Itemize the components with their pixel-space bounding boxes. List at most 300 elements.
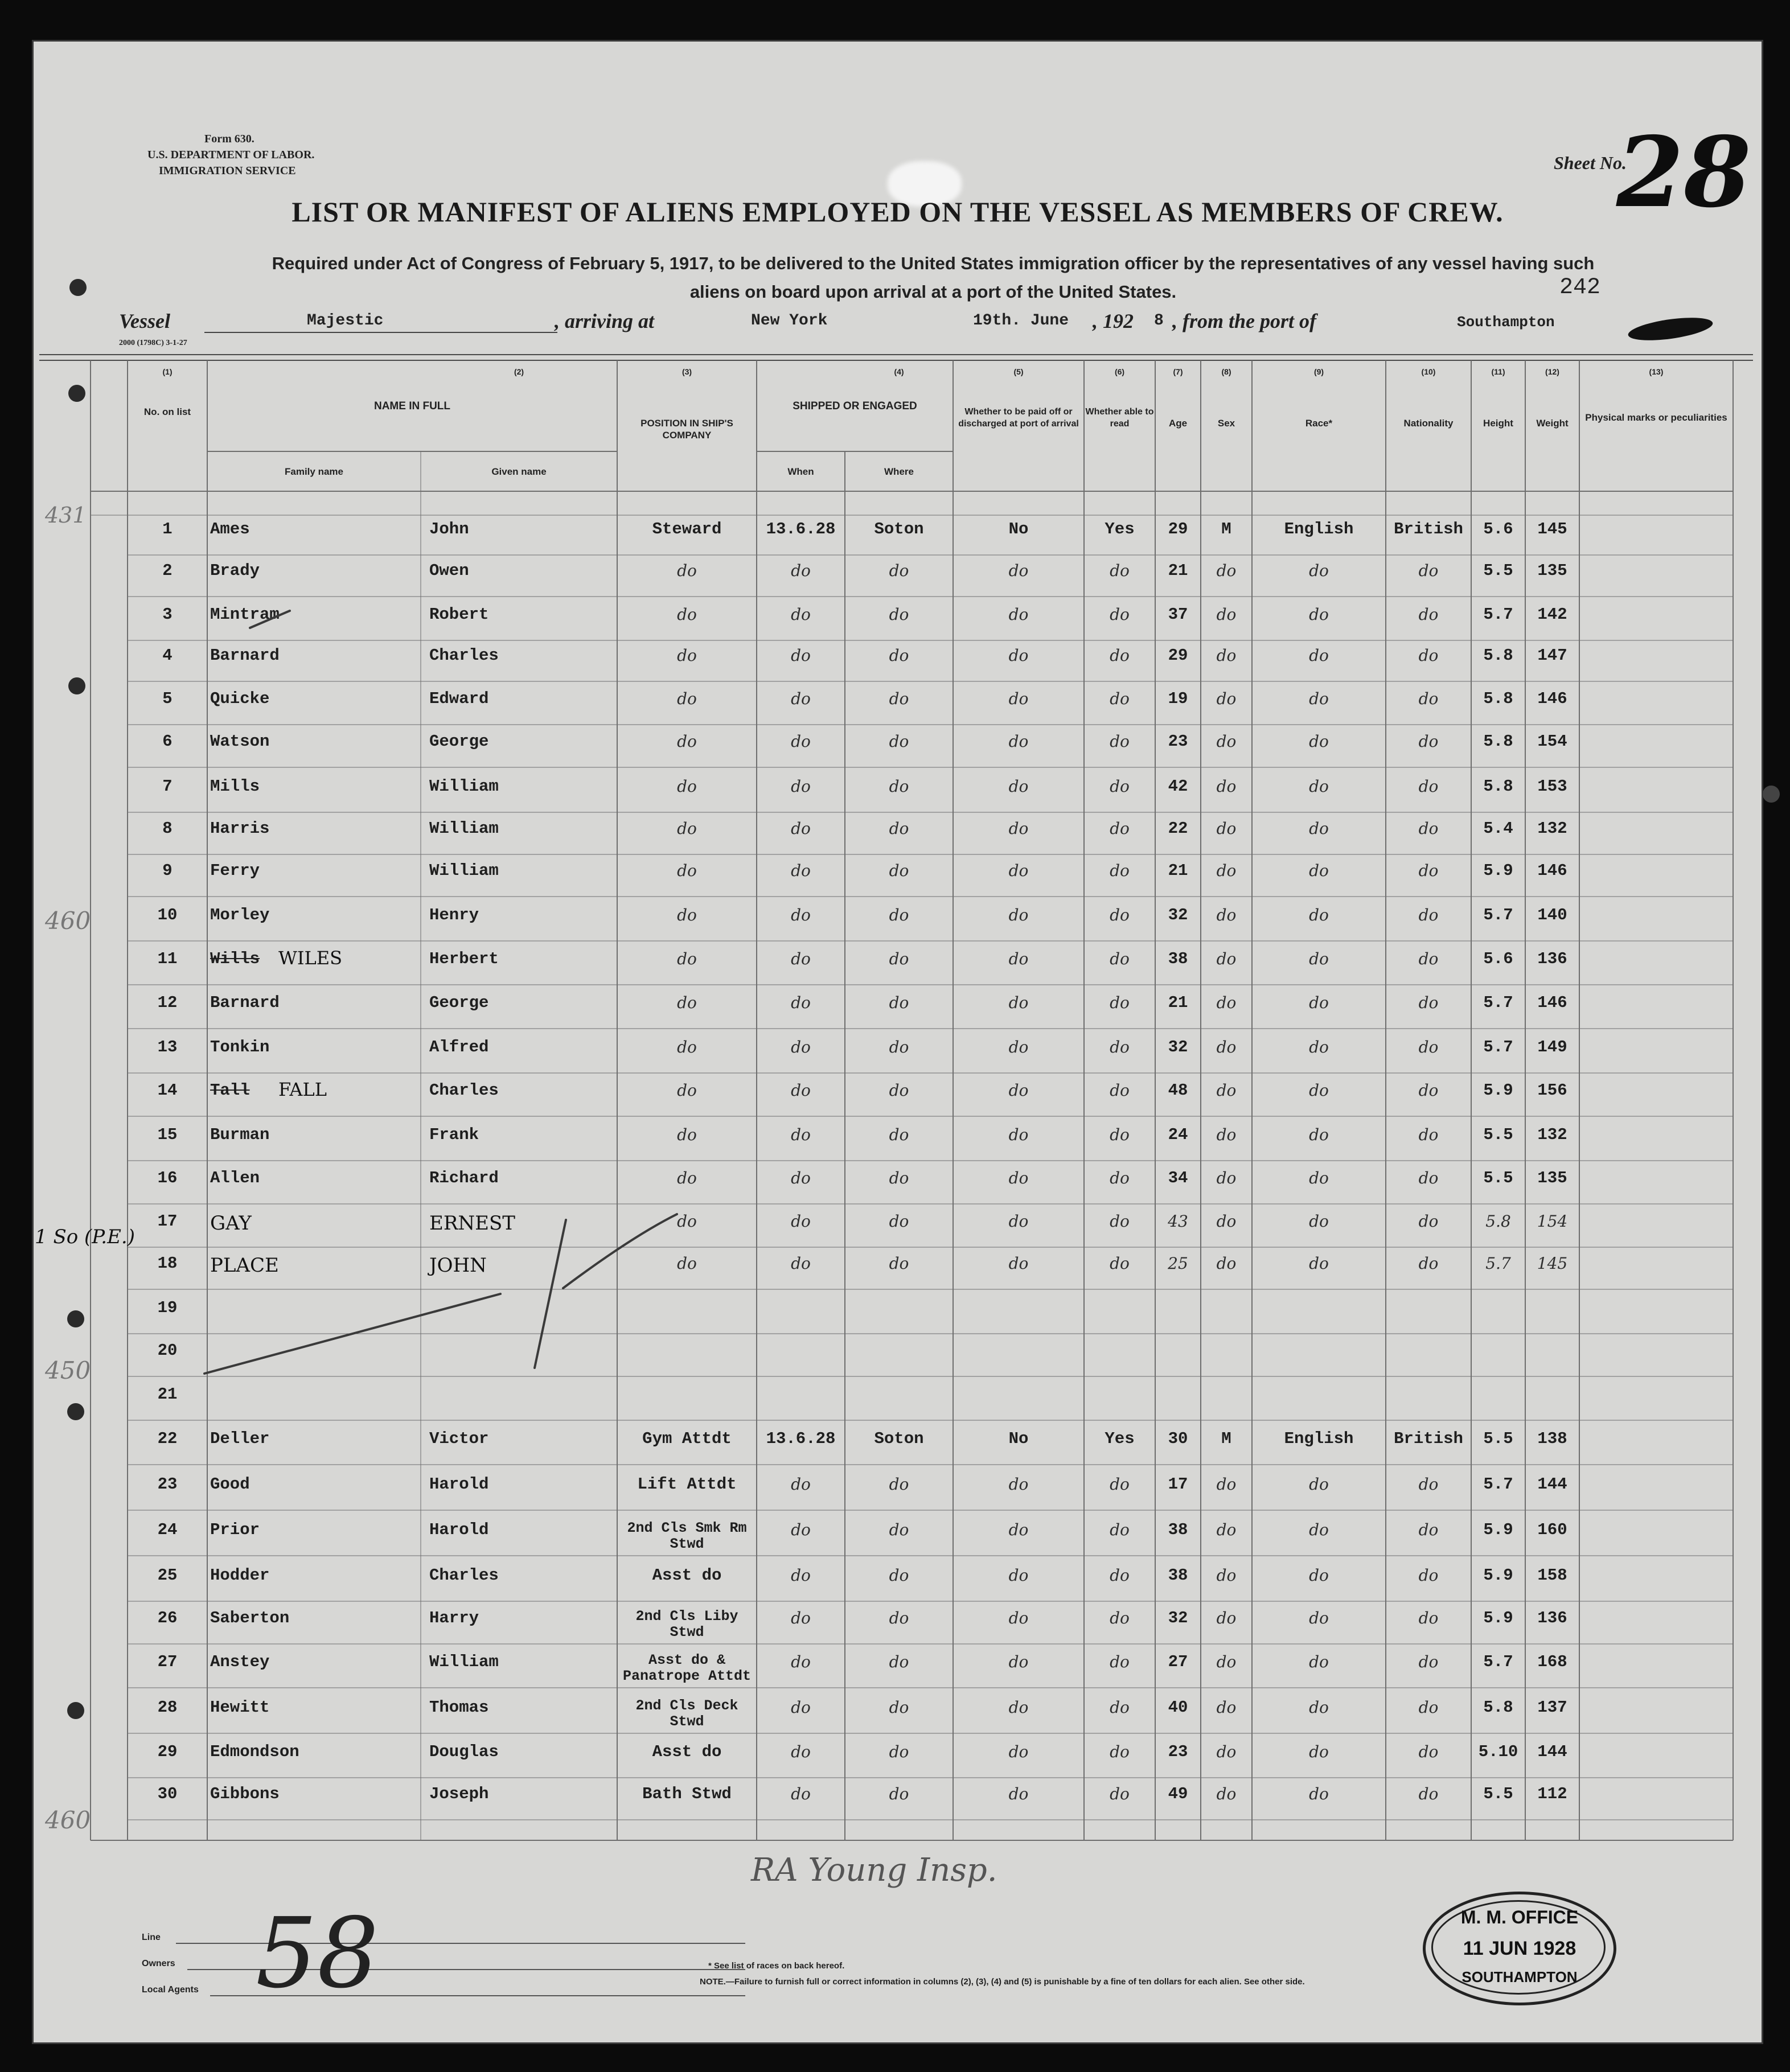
cell-nat: do: [1418, 1475, 1439, 1494]
col-when-header: When: [787, 466, 814, 477]
cell-read: do: [1110, 1125, 1130, 1144]
cell-height: 5.6: [1483, 949, 1513, 968]
column-number: (4): [894, 367, 904, 376]
row-number: 10: [157, 906, 178, 924]
cell-race: do: [1309, 1742, 1329, 1761]
cell-when: do: [791, 1520, 811, 1539]
row-number: 4: [162, 646, 173, 665]
cell-age: 22: [1168, 819, 1188, 838]
cell-where: do: [889, 1081, 909, 1100]
cell-weight: 135: [1537, 1169, 1567, 1187]
cell-sex: do: [1216, 1566, 1237, 1585]
row-number: 30: [157, 1785, 178, 1803]
cell-sex: do: [1216, 1475, 1237, 1494]
col-no-header: No. on list: [143, 406, 191, 417]
given-name: William: [429, 777, 499, 796]
cell-read: do: [1110, 605, 1130, 624]
cell-where: do: [889, 819, 909, 838]
cell-age: 32: [1168, 906, 1188, 924]
given-name: Harold: [429, 1520, 489, 1539]
manifest-sheet: [32, 40, 1763, 2044]
cell-position: do: [677, 1254, 697, 1273]
family-name: Watson: [210, 732, 270, 751]
cell-height: 5.9: [1483, 1609, 1513, 1627]
cell-sex: do: [1216, 1520, 1237, 1539]
cell-where: do: [889, 732, 909, 751]
cell-when: do: [791, 861, 811, 880]
cell-age: 48: [1168, 1081, 1188, 1100]
cell-nat: do: [1418, 1785, 1439, 1803]
requirement-line-1: Required under Act of Congress of February 5, 1917, to be delivered to the United States immigration officer by the representatives of any vessel having such: [272, 253, 1595, 273]
column-number: (11): [1491, 367, 1505, 376]
cell-weight: 138: [1537, 1429, 1567, 1448]
cell-where: do: [889, 1609, 909, 1627]
year-digit: 8: [1154, 312, 1164, 330]
given-name: Charles: [429, 646, 499, 665]
cell-read: do: [1110, 1652, 1130, 1671]
family-name: Good: [210, 1475, 250, 1494]
cell-nat: do: [1418, 646, 1439, 665]
print-code: 2000 (1798C) 3-1-27: [119, 339, 187, 347]
cell-nat: do: [1418, 1212, 1439, 1231]
family-name-struck: Tall: [210, 1081, 250, 1100]
family-name: Prior: [210, 1520, 260, 1539]
cell-read: do: [1110, 646, 1130, 665]
cell-sex: do: [1216, 819, 1237, 838]
cell-age: 38: [1168, 949, 1188, 968]
cell-position: do: [677, 861, 697, 880]
column-number: (6): [1114, 367, 1125, 376]
cell-when: do: [791, 689, 811, 708]
cell-weight: 158: [1537, 1566, 1567, 1585]
cell-nat: do: [1418, 1566, 1439, 1585]
cell-nat: do: [1418, 949, 1439, 968]
row-number: 1: [162, 520, 173, 538]
family-name: Ferry: [210, 861, 260, 880]
cell-read: do: [1110, 1742, 1130, 1761]
cell-position: Asst do: [652, 1742, 722, 1761]
cell-where: Soton: [874, 520, 924, 538]
cell-nat: do: [1418, 1125, 1439, 1144]
row-number: 25: [157, 1566, 178, 1585]
given-name: William: [429, 861, 499, 880]
cell-age: 32: [1168, 1609, 1188, 1627]
cell-sex: do: [1216, 1742, 1237, 1761]
cell-sex: do: [1216, 1698, 1237, 1717]
cell-when: do: [791, 906, 811, 924]
footer-scrawl: 58: [256, 1897, 379, 2010]
cell-where: do: [889, 993, 909, 1012]
cell-race: do: [1309, 949, 1329, 968]
cell-read: do: [1110, 1609, 1130, 1627]
cell-sex: do: [1216, 1609, 1237, 1627]
family-name: Ames: [210, 520, 250, 538]
cell-height: 5.8: [1483, 732, 1513, 751]
given-name: Robert: [429, 605, 489, 624]
form-number: Form 630.: [204, 133, 254, 145]
cell-position: do: [677, 777, 697, 796]
cell-sex: do: [1216, 689, 1237, 708]
cell-height: 5.9: [1483, 861, 1513, 880]
row-number: 19: [157, 1298, 178, 1317]
given-name: Charles: [429, 1566, 499, 1585]
cell-position: do: [677, 561, 697, 580]
row-number: 3: [162, 605, 173, 624]
from-port: Southampton: [1457, 314, 1555, 331]
col-race-header: Race*: [1305, 418, 1333, 429]
cell-height: 5.5: [1483, 561, 1513, 580]
cell-paid: do: [1008, 1609, 1029, 1627]
cell-paid: do: [1008, 861, 1029, 880]
cell-when: do: [791, 1652, 811, 1671]
cell-height: 5.4: [1483, 819, 1513, 838]
row-number: 12: [157, 993, 178, 1012]
cell-sex: M: [1221, 1429, 1231, 1448]
binder-hole: [69, 279, 87, 296]
cell-when: 13.6.28: [766, 520, 836, 538]
cell-age: 21: [1168, 993, 1188, 1012]
cell-race: English: [1284, 520, 1354, 538]
cell-weight: 135: [1537, 561, 1567, 580]
cell-height: 5.5: [1483, 1169, 1513, 1187]
cell-nat: do: [1418, 1652, 1439, 1671]
family-name: Gibbons: [210, 1785, 280, 1803]
binder-hole: [68, 385, 85, 402]
col-name-header: NAME IN FULL: [373, 400, 451, 412]
cell-paid: do: [1008, 819, 1029, 838]
cell-weight: 144: [1537, 1742, 1567, 1761]
row-number: 27: [157, 1652, 178, 1671]
cell-sex: do: [1216, 1169, 1237, 1187]
cell-weight: 132: [1537, 819, 1567, 838]
family-name: Barnard: [210, 646, 280, 665]
cell-race: do: [1309, 1566, 1329, 1585]
cell-position: do: [677, 949, 697, 968]
family-name: Tonkin: [210, 1038, 270, 1056]
cell-sex: do: [1216, 906, 1237, 924]
cell-position: 2nd Cls Smk Rm Stwd: [627, 1520, 747, 1552]
binder-hole: [67, 1310, 84, 1327]
cell-when: do: [791, 819, 811, 838]
margin-note-5: 460: [45, 1806, 91, 1834]
cell-position: do: [677, 1125, 697, 1144]
cell-nat: do: [1418, 1038, 1439, 1056]
cell-sex: M: [1221, 520, 1231, 538]
margin-note-2: 460: [45, 907, 91, 935]
given-name: George: [429, 732, 489, 751]
cell-age: 27: [1168, 1652, 1188, 1671]
cell-race: do: [1309, 1169, 1329, 1187]
cell-position: Gym Attdt: [642, 1429, 732, 1448]
cell-nat: do: [1418, 906, 1439, 924]
col-sex-header: Sex: [1217, 418, 1235, 429]
col-marks-header: Physical marks or peculiarities: [1585, 412, 1727, 423]
cell-height: 5.7: [1483, 993, 1513, 1012]
given-name: William: [429, 819, 499, 838]
cell-age: 37: [1168, 605, 1188, 624]
cell-sex: do: [1216, 993, 1237, 1012]
cell-when: 13.6.28: [766, 1429, 836, 1448]
row-number: 7: [162, 777, 173, 796]
arriving-label: , arriving at: [555, 310, 655, 332]
given-name: Harold: [429, 1475, 489, 1494]
cell-sex: do: [1216, 1652, 1237, 1671]
cell-when: do: [791, 1254, 811, 1273]
cell-weight: 137: [1537, 1698, 1567, 1717]
cell-race: do: [1309, 1254, 1329, 1273]
cell-position: 2nd Cls Liby Stwd: [635, 1608, 738, 1641]
cell-race: do: [1309, 1212, 1329, 1231]
row-number: 5: [162, 689, 173, 708]
cell-weight: 160: [1537, 1520, 1567, 1539]
cell-paid: do: [1008, 1038, 1029, 1056]
given-name: Owen: [429, 561, 469, 580]
cell-nat: do: [1418, 777, 1439, 796]
cell-race: do: [1309, 1698, 1329, 1717]
arrival-date: 19th. June: [973, 312, 1069, 330]
row-number: 26: [157, 1609, 178, 1627]
cell-age: 24: [1168, 1125, 1188, 1144]
cell-read: do: [1110, 689, 1130, 708]
family-name: Harris: [210, 819, 270, 838]
row-number: 17: [157, 1212, 178, 1231]
cell-race: English: [1284, 1429, 1354, 1448]
cell-nat: do: [1418, 605, 1439, 624]
cell-read: do: [1110, 1169, 1130, 1187]
family-name: Saberton: [210, 1609, 290, 1627]
cell-where: do: [889, 1652, 909, 1671]
column-number: (13): [1649, 367, 1664, 376]
cell-sex: do: [1216, 1785, 1237, 1803]
cell-paid: do: [1008, 605, 1029, 624]
cell-weight: 145: [1537, 520, 1567, 538]
cell-nat: do: [1418, 732, 1439, 751]
column-number: (1): [162, 367, 173, 376]
cell-height: 5.8: [1483, 777, 1513, 796]
cell-when: do: [791, 1785, 811, 1803]
cell-paid: do: [1008, 1698, 1029, 1717]
cell-age: 32: [1168, 1038, 1188, 1056]
stamp-top: M. M. OFFICE: [1460, 1907, 1579, 1927]
cell-height: 5.8: [1483, 1698, 1513, 1717]
family-name: Morley: [210, 906, 270, 924]
cell-paid: do: [1008, 1785, 1029, 1803]
cell-age: 17: [1168, 1475, 1188, 1494]
col-weight-header: Weight: [1536, 418, 1569, 429]
cell-sex: do: [1216, 1254, 1237, 1273]
row-number: 15: [157, 1125, 178, 1144]
col-family-header: Family name: [285, 466, 343, 477]
margin-note-3: 1 So (P.E.): [35, 1226, 135, 1248]
cell-where: do: [889, 1038, 909, 1056]
row-number: 6: [162, 732, 173, 751]
cell-age: 25: [1168, 1254, 1188, 1273]
cell-weight: 136: [1537, 1609, 1567, 1627]
given-name: Thomas: [429, 1698, 489, 1717]
cell-read: do: [1110, 1566, 1130, 1585]
cell-sex: do: [1216, 561, 1237, 580]
cell-position: do: [677, 1169, 697, 1187]
cell-height: 5.5: [1483, 1125, 1513, 1144]
cell-age: 40: [1168, 1698, 1188, 1717]
stamp-date: 11 JUN 1928: [1463, 1938, 1576, 1959]
cell-race: do: [1309, 561, 1329, 580]
cell-paid: No: [1008, 1429, 1029, 1448]
family-name-struck: Wills: [210, 949, 260, 968]
cell-weight: 154: [1537, 732, 1567, 751]
cell-height: 5.9: [1483, 1081, 1513, 1100]
cell-paid: do: [1008, 689, 1029, 708]
vessel-label: Vessel: [119, 310, 170, 332]
cell-position: Bath Stwd: [642, 1785, 732, 1803]
cell-sex: do: [1216, 777, 1237, 796]
cell-age: 34: [1168, 1169, 1188, 1187]
cell-read: do: [1110, 1212, 1130, 1231]
check-mark-line: [535, 1220, 566, 1368]
family-name: Hewitt: [210, 1698, 270, 1717]
given-name: Alfred: [429, 1038, 489, 1056]
cell-position: do: [677, 646, 697, 665]
given-name: JOHN: [429, 1254, 487, 1277]
cell-where: do: [889, 646, 909, 665]
cell-sex: do: [1216, 605, 1237, 624]
cell-paid: do: [1008, 993, 1029, 1012]
cell-height: 5.5: [1483, 1429, 1513, 1448]
given-name: Joseph: [429, 1785, 489, 1803]
cell-where: do: [889, 605, 909, 624]
family-name: Burman: [210, 1125, 270, 1144]
cell-nat: British: [1394, 520, 1463, 538]
family-name: Deller: [210, 1429, 270, 1448]
cell-read: do: [1110, 1081, 1130, 1100]
margin-note-1: 431: [45, 503, 87, 528]
footer-owners-label: Owners: [142, 1959, 175, 1968]
row-number: 16: [157, 1169, 178, 1187]
cell-height: 5.7: [1483, 1038, 1513, 1056]
cell-nat: do: [1418, 993, 1439, 1012]
cell-height: 5.7: [1483, 906, 1513, 924]
cell-paid: do: [1008, 1212, 1029, 1231]
cell-position: Asst do: [652, 1566, 722, 1585]
cell-where: Soton: [874, 1429, 924, 1448]
cell-sex: do: [1216, 1212, 1237, 1231]
column-number: (8): [1221, 367, 1231, 376]
cell-weight: 168: [1537, 1652, 1567, 1671]
cell-sex: do: [1216, 732, 1237, 751]
cell-nat: do: [1418, 1520, 1439, 1539]
cell-race: do: [1309, 1652, 1329, 1671]
cell-position: do: [677, 732, 697, 751]
cell-read: do: [1110, 732, 1130, 751]
cell-weight: 156: [1537, 1081, 1567, 1100]
cell-weight: 147: [1537, 646, 1567, 665]
given-name: Richard: [429, 1169, 499, 1187]
cell-weight: 136: [1537, 949, 1567, 968]
cell-paid: do: [1008, 1169, 1029, 1187]
cell-when: do: [791, 1038, 811, 1056]
cell-read: do: [1110, 1254, 1130, 1273]
department: U.S. DEPARTMENT OF LABOR.: [147, 149, 315, 161]
cell-where: do: [889, 561, 909, 580]
family-name-correction: WILES: [278, 947, 343, 969]
cell-when: do: [791, 777, 811, 796]
family-name: Quicke: [210, 689, 270, 708]
col-age-header: Age: [1168, 418, 1188, 429]
cell-weight: 146: [1537, 689, 1567, 708]
check-marks: [34, 42, 1762, 2042]
cell-age: 42: [1168, 777, 1188, 796]
row-number: 29: [157, 1742, 178, 1761]
cell-nat: do: [1418, 689, 1439, 708]
cell-height: 5.9: [1483, 1566, 1513, 1585]
column-number: (9): [1313, 367, 1324, 376]
cell-race: do: [1309, 1125, 1329, 1144]
column-number: (10): [1421, 367, 1436, 376]
cell-race: do: [1309, 861, 1329, 880]
cell-nat: do: [1418, 561, 1439, 580]
cell-weight: 144: [1537, 1475, 1567, 1494]
cell-position: do: [677, 906, 697, 924]
col-paid-header: Whether to be paid off or discharged at port of arrival: [958, 407, 1079, 429]
cell-read: do: [1110, 819, 1130, 838]
cell-when: do: [791, 1698, 811, 1717]
cell-paid: do: [1008, 1254, 1029, 1273]
cell-height: 5.7: [1483, 1475, 1513, 1494]
cell-when: do: [791, 1169, 811, 1187]
cell-height: 5.8: [1483, 689, 1513, 708]
stamp-bottom: SOUTHAMPTON: [1461, 1968, 1578, 1985]
void-line-19-21: [204, 1294, 500, 1374]
cell-paid: do: [1008, 646, 1029, 665]
cell-where: do: [889, 777, 909, 796]
col-where-header: Where: [884, 466, 914, 477]
footer-note: NOTE.—Failure to furnish full or correct information in columns (2), (3), (4) and (5) is punishable by a fine of ten dollars for each alien. See other side.: [700, 1977, 1305, 1987]
cell-where: do: [889, 906, 909, 924]
binder-hole: [68, 677, 85, 694]
cell-race: do: [1309, 777, 1329, 796]
cell-race: do: [1309, 646, 1329, 665]
cell-where: do: [889, 1475, 909, 1494]
cell-where: do: [889, 1169, 909, 1187]
family-name: Brady: [210, 561, 260, 580]
cell-age: 21: [1168, 561, 1188, 580]
cell-read: do: [1110, 1785, 1130, 1803]
cell-sex: do: [1216, 949, 1237, 968]
cell-read: do: [1110, 777, 1130, 796]
col-read-header: Whether able to read: [1085, 407, 1154, 429]
binder-hole: [1763, 786, 1780, 803]
cell-paid: do: [1008, 1742, 1029, 1761]
cell-height: 5.8: [1483, 646, 1513, 665]
cell-read: do: [1110, 561, 1130, 580]
cell-when: do: [791, 1566, 811, 1585]
cell-nat: do: [1418, 1169, 1439, 1187]
cell-age: 29: [1168, 520, 1188, 538]
col-position-header: POSITION IN SHIP'S COMPANY: [641, 418, 733, 441]
cell-when: do: [791, 1609, 811, 1627]
cell-race: do: [1309, 732, 1329, 751]
column-number: (3): [681, 367, 692, 376]
requirement-line-2: aliens on board upon arrival at a port of the United States.: [689, 282, 1177, 302]
cell-sex: do: [1216, 861, 1237, 880]
cell-when: do: [791, 1475, 811, 1494]
from-label: , from the port of: [1172, 310, 1317, 332]
row-number: 21: [157, 1385, 178, 1404]
cell-age: 30: [1168, 1429, 1188, 1448]
given-name: Harry: [429, 1609, 479, 1627]
cell-weight: 154: [1537, 1212, 1568, 1231]
cell-read: Yes: [1105, 520, 1135, 538]
